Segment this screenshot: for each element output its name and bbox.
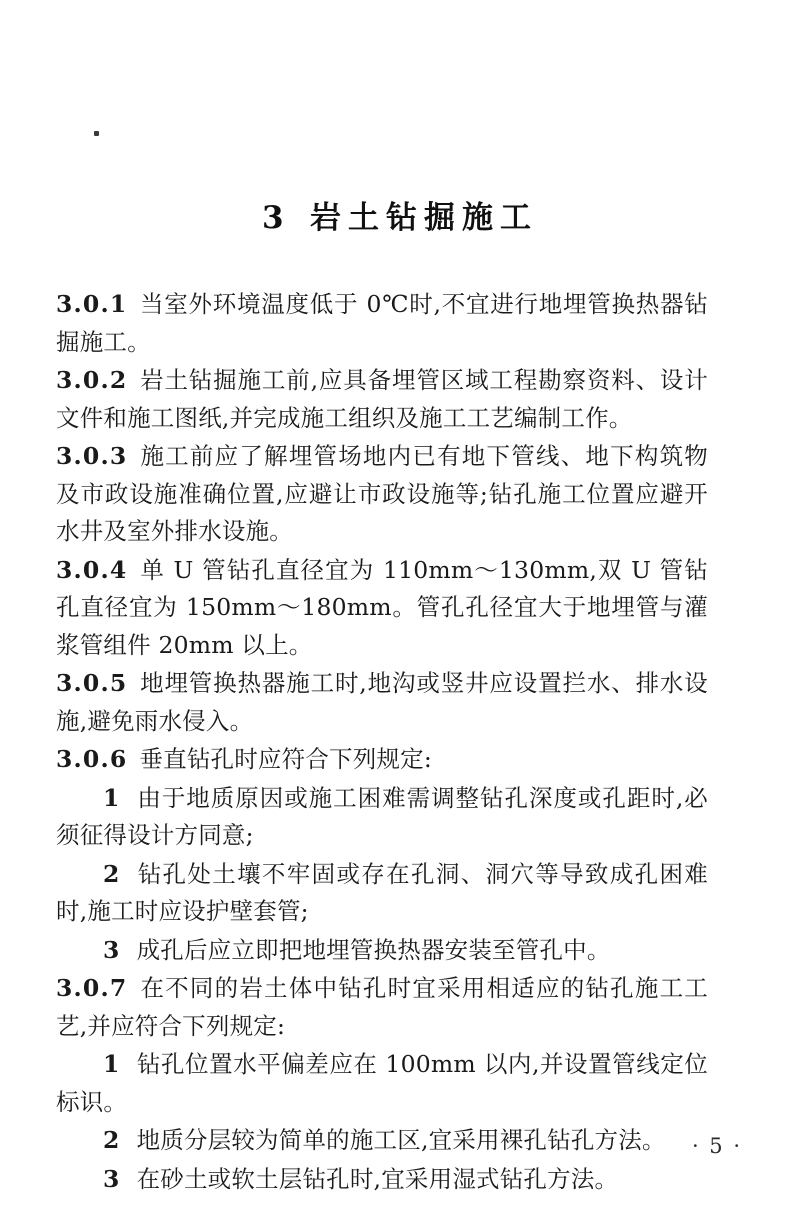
item-text: 钻孔处土壤不牢固或存在孔洞、洞穴等导致成孔困难时,施工时应设护壁套管; <box>56 859 708 925</box>
clause-3-0-6-item-2 <box>56 856 708 931</box>
page-number: · 5 · <box>691 1134 742 1158</box>
item-text: 钻孔位置水平偏差应在 100mm 以内,并设置管线定位标识。 <box>56 1050 708 1116</box>
clause-number: 3.0.2 <box>56 366 128 394</box>
clause-3-0-1 <box>56 286 708 361</box>
clause-text: 垂直钻孔时应符合下列规定: <box>139 745 432 773</box>
clause-text: 施工前应了解埋管场地内已有地下管线、地下构筑物及市政设施准确位置,应避让市政设施等;钻孔施工位置应避开水井及室外排水设施。 <box>56 442 708 545</box>
clause-3-0-6-item-1 <box>56 780 708 855</box>
clause-number: 3.0.4 <box>56 555 128 584</box>
item-number: 3 <box>103 1164 120 1193</box>
clause-3-0-4 <box>56 552 708 665</box>
clause-text: 单 U 管钻孔直径宜为 110mm～130mm,双 U 管钻孔直径宜为 150mm～180mm。管孔孔径宜大于地埋管与灌浆管组件 20mm 以上。 <box>56 555 708 659</box>
chapter-number: 3 <box>261 199 285 236</box>
chapter-title-text: 岩土钻掘施工 <box>310 199 539 236</box>
clause-number: 3.0.3 <box>56 442 128 470</box>
item-number: 1 <box>103 1050 120 1078</box>
clause-3-0-5 <box>56 665 708 740</box>
page-title <box>0 199 800 238</box>
clause-text: 岩土钻掘施工前,应具备埋管区域工程勘察资料、设计文件和施工图纸,并完成施工组织及施工工艺编制工作。 <box>56 366 708 432</box>
clause-number: 3.0.1 <box>56 290 128 318</box>
clause-3-0-7-item-1 <box>56 1046 708 1121</box>
clause-text: 地埋管换热器施工时,地沟或竖井应设置拦水、排水设施,避免雨水侵入。 <box>56 669 708 735</box>
clause-number: 3.0.6 <box>56 745 128 773</box>
item-number: 3 <box>103 935 120 964</box>
item-text: 成孔后应立即把地埋管换热器安装至管孔中。 <box>136 935 611 964</box>
clause-3-0-7 <box>56 970 708 1045</box>
item-text: 在砂土或软土层钻孔时,宜采用湿式钻孔方法。 <box>136 1164 619 1193</box>
clause-number: 3.0.5 <box>56 669 128 697</box>
clause-number: 3.0.7 <box>56 974 128 1002</box>
scan-speck-artifact <box>94 131 99 136</box>
clause-3-0-3 <box>56 438 708 551</box>
item-text: 由于地质原因或施工困难需调整钻孔深度或孔距时,必须征得设计方同意; <box>56 783 708 849</box>
clause-text: 当室外环境温度低于 0℃时,不宜进行地埋管换热器钻掘施工。 <box>56 290 708 356</box>
clause-3-0-2 <box>56 362 708 437</box>
item-number: 2 <box>103 859 120 888</box>
clause-text: 在不同的岩土体中钻孔时宜采用相适应的钻孔施工工艺,并应符合下列规定: <box>56 974 708 1040</box>
clause-3-0-6-item-3 <box>56 932 708 970</box>
clause-list <box>56 286 708 1199</box>
clause-3-0-7-item-2 <box>56 1122 708 1160</box>
item-text: 地质分层较为简单的施工区,宜采用裸孔钻孔方法。 <box>136 1126 666 1154</box>
clause-3-0-7-item-3 <box>56 1161 708 1199</box>
item-number: 1 <box>103 783 120 812</box>
item-number: 2 <box>103 1126 120 1154</box>
clause-3-0-6 <box>56 741 708 779</box>
